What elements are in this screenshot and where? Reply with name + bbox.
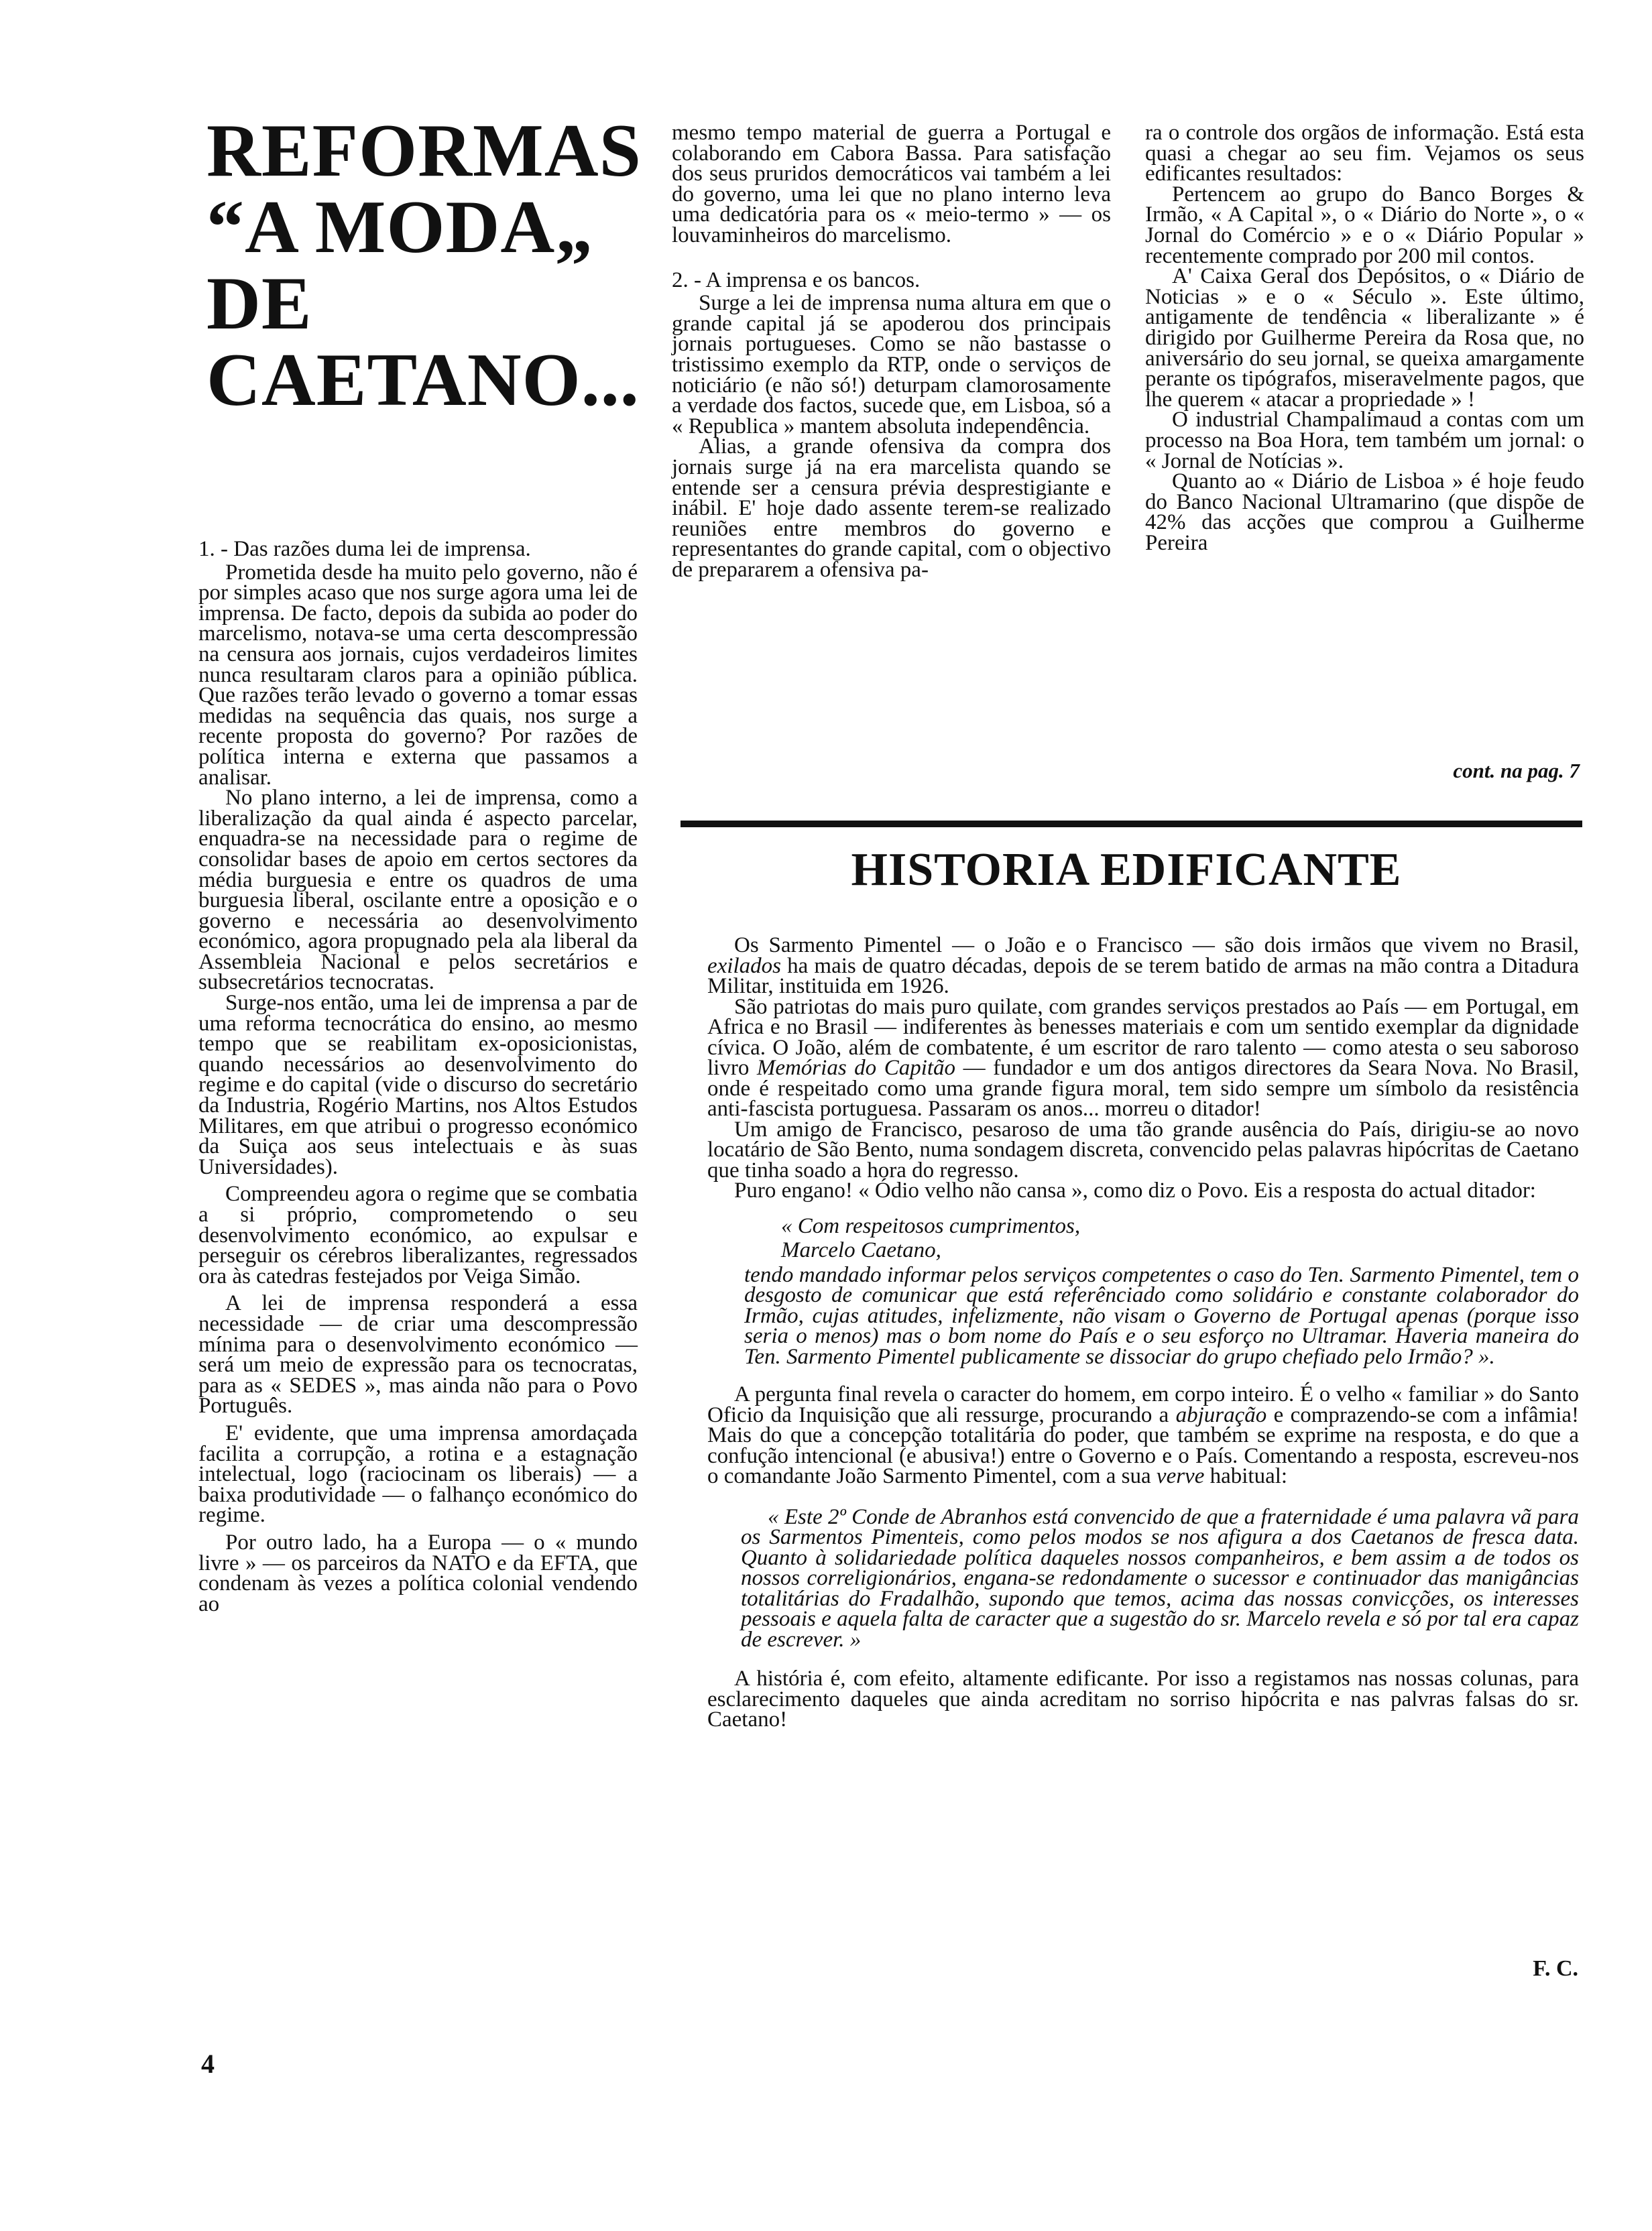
section-1-heading: 1. - Das razões duma lei de imprensa.	[198, 537, 531, 561]
story-paragraph: A pergunta final revela o caracter do homem, em corpo inteiro. É o velho « familiar » do Santo Oficio da Inquisição que ali ressurge, procurando a abjuração e comprazendo-se com a infâmia! Mais do que a concepção totalitária do poder, que também se exprime na resposta, e do que a confução intencional (e abusiva!) entre o Governo e o País. Comentando a resposta, escreveu-nos o comandante João Sarmento Pimentel, com a sua verve habitual:	[707, 1382, 1580, 1488]
story-paragraph: Os Sarmento Pimentel — o João e o Francisco — são dois irmãos que vivem no Brasil, exilados ha mais de quatro décadas, depois de se terem batido de armas na mão contra a Ditadura Militar, instituida em 1926.	[707, 933, 1579, 998]
headline-line-2: “A MODA„	[206, 186, 594, 269]
continuation-note: cont. na pag. 7	[1453, 759, 1580, 782]
section-2-heading: 2. - A imprensa e os bancos.	[672, 267, 921, 292]
article-headline	[206, 109, 642, 422]
col2-paragraph: Surge a lei de imprensa numa altura em que o grande capital já se apoderou dos principais jornais portugueses. Como se não bastasse o tristissimo exemplo da RTP, onde o serviços de noticiário (e não só!) deturpam clamorosamente a verdade dos factos, sucede que, em Lisboa, só a « Republica » mantem absoluta independência.	[672, 291, 1111, 438]
col2-continuation: mesmo tempo material de guerra a Portugal e colaborando em Cabora Bassa. Para satisfação dos seus pruridos democráticos vai também a lei do governo, uma lei que no plano interno leva uma dedicatória para os « meio-termo » — os louvaminheiros do marcelismo.	[672, 121, 1111, 247]
headline-line-1: REFORMAS	[206, 109, 642, 192]
article-column-2	[672, 123, 1111, 580]
col1-paragraph: No plano interno, a lei de imprensa, como a liberalização da qual ainda é aspecto parcelar, enquadra-se na necessidade para o regime de consolidar bases de apoio em certos sectores da média burguesia e entre os quadros de uma burguesia liberal, oscilante entre a oposição e o governo e necessária ao desenvolvimento económico, agora propugnado pela ala liberal da Assembleia Nacional e pelos secretários e subsecretários tecnocratas.	[198, 786, 638, 995]
letter-body: tendo mandado informar pelos serviços competentes o caso do Ten. Sarmento Pimentel, tem o desgosto de comunicar que está referênciado como solidário e constante colaborador do Irmão, cujas atitudes, infelizmente, não visam o Governo de Portugal apenas (porque isso seria o menos) mas o bom nome do País e o seu esforço no Ultramar. Haveria maneira do Ten. Sarmento Pimentel publicamente se dissociar do grupo chefiado pelo Irmão? ».	[744, 1262, 1579, 1369]
story-paragraph: A história é, com efeito, altamente edificante. Por isso a registamos nas nossas colunas, para esclarecimento daqueles que ainda acreditam no sorriso hipócrita e nas palvras falsas do sr. Caetano!	[707, 1667, 1579, 1732]
story-paragraph: São patriotas do mais puro quilate, com grandes serviços prestados ao País — em Portugal, em Africa e no Brasil — indiferentes às benesses materiais e com um sentido exemplar da dignidade cívica. O João, além de combatente, é um escritor de raro talento — como atesta o seu saboroso livro Memórias do Capitão — fundador e um dos antigos directores da Seara Nova. No Brasil, onde é respeitado como uma grande figura moral, tem sido sempre um símbolo da resistência anti-fascista portuguesa. Passaram os anos... morreu o ditador!	[707, 994, 1579, 1121]
letter-salutation: « Com respeitosos cumprimentos,	[781, 1213, 1081, 1238]
page-number: 4	[201, 2049, 215, 2079]
col1-paragraph: Por outro lado, ha a Europa — o « mundo livre » — os parceiros da NATO e da EFTA, que condenam às vezes a política colonial vendendo ao	[198, 1530, 638, 1616]
story-paragraph: Puro engano! « Ódio velho não cansa », como diz o Povo. Eis a resposta do actual ditador:	[734, 1179, 1536, 1203]
story-signature: F. C.	[1533, 1956, 1578, 1981]
story-body	[707, 935, 1579, 1730]
article-column-3	[1145, 123, 1584, 553]
col3-continuation: ra o controle dos orgãos de informação. Está esta quasi a chegar ao seu fim. Vejamos os seus edificantes resultados:	[1145, 121, 1584, 186]
col2-paragraph: Alias, a grande ofensiva da compra dos jornais surge já na era marcelista quando se entende ser a censura prévia desprestigiante e inábil. E' hoje dado assente terem-se realizado reuniões entre membros do governo e representantes do grande capital, com o objectivo de prepararem a ofensiva pa-	[672, 434, 1111, 582]
col3-paragraph: Pertencem ao grupo do Banco Borges & Irmão, « A Capital », o « Diário do Norte », o « Jornal do Comércio » e o « Diário Popular » recentemente comprado por 200 mil contos.	[1145, 182, 1584, 268]
headline-line-3: DE	[206, 262, 312, 345]
article-column-1	[198, 526, 638, 1614]
col1-paragraph: Prometida desde ha muito pelo governo, não é por simples acaso que nos surge agora uma lei de imprensa. De facto, depois da subida ao poder do marcelismo, notava-se uma certa descompressão na censura aos jornais, cujos verdadeiros limites nunca resultaram claros para a opinião pública. Que razões terão levado o governo a tomar essas medidas na sequência das quais, nos surge a recente proposta do governo? Por razões de política interna e externa que passamos a analisar.	[198, 560, 638, 790]
col3-paragraph: O industrial Champalimaud a contas com um processo na Boa Hora, tem também um jornal: o « Jornal de Notícias ».	[1145, 408, 1584, 473]
col1-paragraph: A lei de imprensa responderá a essa necessidade — de criar uma descompressão mínima para o desenvolvimento económico — será um meio de expressão para os tecnocratas, para as « SEDES », mas ainda não para o Povo Português.	[198, 1291, 638, 1419]
story-paragraph: Um amigo de Francisco, pesaroso de uma tão grande ausência do País, dirigiu-se ao novo locatário de São Bento, numa sondagem discreta, convencido pelas palavras hipócritas de Caetano que tinha soado a hora do regresso.	[707, 1117, 1579, 1183]
letter-signature: Marcelo Caetano,	[781, 1238, 941, 1262]
story-title: HISTORIA EDIFICANTE	[851, 844, 1402, 896]
col3-paragraph: A' Caixa Geral dos Depósitos, o « Diário de Noticias » e o « Século ». Este último, antigamente de tendência « liberalizante » é dirigido por Guilherme Pereira da Rosa que, no aniversário do seu jornal, se queixa amargamente perante os tipógrafos, miseravelmente pagos, que lhe querem « atacar a propriedade » !	[1145, 264, 1584, 412]
col3-paragraph: Quanto ao « Diário de Lisboa » é hoje feudo do Banco Nacional Ultramarino (que dispõe de 42% das acções que comprou a Guilherme Pereira	[1145, 469, 1584, 555]
quote-block: « Este 2º Conde de Abranhos está convencido de que a fraternidade é uma palavra vã para os Sarmentos Pimenteis, como pelos modos se nos afigura a dos Caetanos de fresca data. Quanto à solidariedade política daqueles nossos companheiros, e bem assim a de todos os nossos correligionários, engana-se redondamente o sucessor e continuador das manigâncias totalitárias do Fradalhão, supondo que temos, acima das nossas convicções, os interesses pessoais e aquela falta de caracter que a sugestão do sr. Marcelo revela e só por tal era capaz de escrever. »	[741, 1504, 1579, 1652]
col1-paragraph: Compreendeu agora o regime que se combatia a si próprio, comprometendo o seu desenvolvimento económico, ao expulsar e perseguir os cérebros liberalizantes, regressados ora às catedras festejados por Veiga Simão.	[198, 1182, 638, 1288]
col1-paragraph: E' evidente, que uma imprensa amordaçada facilita a corrupção, a rotina e a estagnação intelectual, logo (raciocinam os liberais) — a baixa produtividade — o falhanço económico do regime.	[198, 1421, 638, 1528]
col1-paragraph: Surge-nos então, uma lei de imprensa a par de uma reforma tecnocrática do ensino, ao mesmo tempo que se reabilitam ex-oposicionistas, quando necessários ao desenvolvimento do regime e do capital (vide o discurso do secretário da Industria, Rogério Martins, nos Altos Estudos Militares, em que atribui o progresso económico da Suiça aos seus intelectuais e às suas Universidades).	[198, 991, 638, 1179]
headline-line-4: CAETANO...	[206, 339, 640, 422]
section-divider-rule	[681, 821, 1582, 827]
